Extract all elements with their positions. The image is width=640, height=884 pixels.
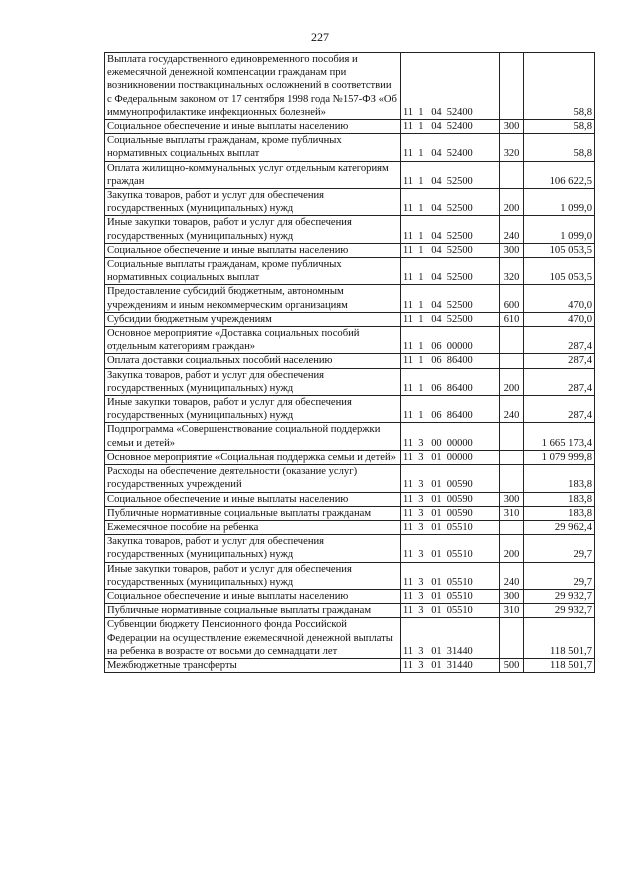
row-expense-type-cell: 300 xyxy=(500,243,524,257)
row-name-cell: Межбюджетные трансферты xyxy=(105,658,401,672)
row-amount-cell: 29 932,7 xyxy=(524,589,595,603)
row-amount-cell: 29,7 xyxy=(524,535,595,562)
row-name-cell: Социальные выплаты гражданам, кроме публичных нормативных социальных выплат xyxy=(105,258,401,285)
row-amount-cell: 105 053,5 xyxy=(524,243,595,257)
row-name-cell: Основное мероприятие «Социальная поддержка семьи и детей» xyxy=(105,450,401,464)
row-amount-cell: 183,8 xyxy=(524,465,595,492)
table-row xyxy=(105,535,595,562)
row-name-cell: Социальное обеспечение и иные выплаты населению xyxy=(105,243,401,257)
row-amount-cell: 470,0 xyxy=(524,285,595,312)
row-code-cell: 11 1 04 52500 xyxy=(401,189,500,216)
table-row xyxy=(105,368,595,395)
table-row xyxy=(105,285,595,312)
row-name-cell: Выплата государственного единовременного пособия и ежемесячной денежной компенсации гражданам при возникновении поствакцинальных осложнений в соответствии с Федеральным законом от 17 сентября 1998 года №157-ФЗ «Об иммунопрофилактике инфекционных болезней» xyxy=(105,53,401,120)
row-name-cell: Социальное обеспечение и иные выплаты населению xyxy=(105,492,401,506)
row-expense-type-cell: 200 xyxy=(500,368,524,395)
row-expense-type-cell xyxy=(500,520,524,534)
table-row xyxy=(105,492,595,506)
row-amount-cell: 1 665 173,4 xyxy=(524,423,595,450)
row-expense-type-cell xyxy=(500,53,524,120)
row-amount-cell: 29 932,7 xyxy=(524,604,595,618)
row-amount-cell: 58,8 xyxy=(524,134,595,161)
table-row xyxy=(105,396,595,423)
row-name-cell: Предоставление субсидий бюджетным, автономным учреждениям и иным некоммерческим организациям xyxy=(105,285,401,312)
row-name-cell: Закупка товаров, работ и услуг для обеспечения государственных (муниципальных) нужд xyxy=(105,535,401,562)
row-name-cell: Социальное обеспечение и иные выплаты населению xyxy=(105,120,401,134)
row-name-cell: Закупка товаров, работ и услуг для обеспечения государственных (муниципальных) нужд xyxy=(105,189,401,216)
row-code-cell: 11 3 01 05510 xyxy=(401,520,500,534)
row-amount-cell: 470,0 xyxy=(524,312,595,326)
table-row xyxy=(105,134,595,161)
table-row xyxy=(105,120,595,134)
row-expense-type-cell: 300 xyxy=(500,589,524,603)
row-expense-type-cell: 300 xyxy=(500,492,524,506)
table-row xyxy=(105,161,595,188)
row-amount-cell: 287,4 xyxy=(524,396,595,423)
table-row xyxy=(105,327,595,354)
row-code-cell: 11 3 01 05510 xyxy=(401,562,500,589)
budget-table-body xyxy=(105,53,595,673)
row-name-cell: Социальное обеспечение и иные выплаты населению xyxy=(105,589,401,603)
row-amount-cell: 29 962,4 xyxy=(524,520,595,534)
row-expense-type-cell: 610 xyxy=(500,312,524,326)
row-name-cell: Иные закупки товаров, работ и услуг для обеспечения государственных (муниципальных) нужд xyxy=(105,562,401,589)
row-expense-type-cell: 240 xyxy=(500,396,524,423)
row-code-cell: 11 1 04 52400 xyxy=(401,53,500,120)
row-expense-type-cell xyxy=(500,618,524,659)
table-row xyxy=(105,258,595,285)
table-row xyxy=(105,589,595,603)
row-amount-cell: 118 501,7 xyxy=(524,658,595,672)
row-amount-cell: 1 099,0 xyxy=(524,216,595,243)
row-expense-type-cell xyxy=(500,450,524,464)
row-amount-cell: 287,4 xyxy=(524,368,595,395)
row-expense-type-cell xyxy=(500,423,524,450)
row-expense-type-cell: 310 xyxy=(500,604,524,618)
row-expense-type-cell xyxy=(500,161,524,188)
row-code-cell: 11 1 06 86400 xyxy=(401,368,500,395)
row-expense-type-cell: 240 xyxy=(500,216,524,243)
table-row xyxy=(105,354,595,368)
row-code-cell: 11 3 01 00000 xyxy=(401,450,500,464)
row-amount-cell: 1 099,0 xyxy=(524,189,595,216)
row-name-cell: Субвенции бюджету Пенсионного фонда Российской Федерации на осуществление ежемесячной денежной выплаты на ребенка в возрасте от восьми до семнадцати лет xyxy=(105,618,401,659)
row-code-cell: 11 3 01 00590 xyxy=(401,506,500,520)
row-amount-cell: 287,4 xyxy=(524,354,595,368)
row-amount-cell: 58,8 xyxy=(524,53,595,120)
row-amount-cell: 183,8 xyxy=(524,492,595,506)
row-expense-type-cell: 240 xyxy=(500,562,524,589)
row-amount-cell: 183,8 xyxy=(524,506,595,520)
row-amount-cell: 29,7 xyxy=(524,562,595,589)
row-code-cell: 11 1 04 52500 xyxy=(401,285,500,312)
row-expense-type-cell xyxy=(500,354,524,368)
table-row xyxy=(105,604,595,618)
row-code-cell: 11 1 04 52400 xyxy=(401,134,500,161)
row-code-cell: 11 1 04 52400 xyxy=(401,120,500,134)
row-code-cell: 11 3 01 00590 xyxy=(401,465,500,492)
table-row xyxy=(105,189,595,216)
row-name-cell: Иные закупки товаров, работ и услуг для обеспечения государственных (муниципальных) нужд xyxy=(105,396,401,423)
row-code-cell: 11 3 01 00590 xyxy=(401,492,500,506)
table-row xyxy=(105,243,595,257)
row-code-cell: 11 1 04 52500 xyxy=(401,258,500,285)
row-name-cell: Публичные нормативные социальные выплаты гражданам xyxy=(105,506,401,520)
row-code-cell: 11 3 01 05510 xyxy=(401,604,500,618)
row-code-cell: 11 3 01 31440 xyxy=(401,658,500,672)
row-expense-type-cell: 320 xyxy=(500,258,524,285)
row-amount-cell: 58,8 xyxy=(524,120,595,134)
row-name-cell: Социальные выплаты гражданам, кроме публичных нормативных социальных выплат xyxy=(105,134,401,161)
row-expense-type-cell xyxy=(500,465,524,492)
row-code-cell: 11 1 04 52500 xyxy=(401,161,500,188)
row-code-cell: 11 3 01 05510 xyxy=(401,589,500,603)
row-expense-type-cell: 310 xyxy=(500,506,524,520)
row-name-cell: Публичные нормативные социальные выплаты гражданам xyxy=(105,604,401,618)
row-expense-type-cell: 500 xyxy=(500,658,524,672)
row-expense-type-cell: 200 xyxy=(500,189,524,216)
row-name-cell: Иные закупки товаров, работ и услуг для обеспечения государственных (муниципальных) нужд xyxy=(105,216,401,243)
row-amount-cell: 118 501,7 xyxy=(524,618,595,659)
row-name-cell: Основное мероприятие «Доставка социальных пособий отдельным категориям граждан» xyxy=(105,327,401,354)
row-amount-cell: 105 053,5 xyxy=(524,258,595,285)
row-code-cell: 11 1 06 86400 xyxy=(401,354,500,368)
row-name-cell: Оплата доставки социальных пособий населению xyxy=(105,354,401,368)
row-code-cell: 11 1 04 52500 xyxy=(401,312,500,326)
table-row xyxy=(105,216,595,243)
row-code-cell: 11 3 01 31440 xyxy=(401,618,500,659)
row-code-cell: 11 1 04 52500 xyxy=(401,243,500,257)
row-code-cell: 11 1 06 00000 xyxy=(401,327,500,354)
row-code-cell: 11 1 04 52500 xyxy=(401,216,500,243)
row-expense-type-cell: 300 xyxy=(500,120,524,134)
row-code-cell: 11 3 00 00000 xyxy=(401,423,500,450)
budget-table xyxy=(104,52,595,673)
row-name-cell: Закупка товаров, работ и услуг для обеспечения государственных (муниципальных) нужд xyxy=(105,368,401,395)
table-row xyxy=(105,618,595,659)
table-row xyxy=(105,562,595,589)
table-row xyxy=(105,423,595,450)
row-expense-type-cell: 320 xyxy=(500,134,524,161)
row-expense-type-cell: 200 xyxy=(500,535,524,562)
table-row xyxy=(105,312,595,326)
table-row xyxy=(105,506,595,520)
row-name-cell: Ежемесячное пособие на ребенка xyxy=(105,520,401,534)
row-code-cell: 11 3 01 05510 xyxy=(401,535,500,562)
row-name-cell: Расходы на обеспечение деятельности (оказание услуг) государственных учреждений xyxy=(105,465,401,492)
row-code-cell: 11 1 06 86400 xyxy=(401,396,500,423)
row-name-cell: Подпрограмма «Совершенствование социальной поддержки семьи и детей» xyxy=(105,423,401,450)
table-row xyxy=(105,53,595,120)
table-row xyxy=(105,658,595,672)
table-row xyxy=(105,465,595,492)
row-amount-cell: 1 079 999,8 xyxy=(524,450,595,464)
row-expense-type-cell: 600 xyxy=(500,285,524,312)
row-expense-type-cell xyxy=(500,327,524,354)
table-row xyxy=(105,520,595,534)
row-name-cell: Субсидии бюджетным учреждениям xyxy=(105,312,401,326)
page-number: 227 xyxy=(311,30,329,44)
table-row xyxy=(105,450,595,464)
row-amount-cell: 106 622,5 xyxy=(524,161,595,188)
row-amount-cell: 287,4 xyxy=(524,327,595,354)
row-name-cell: Оплата жилищно-коммунальных услуг отдельным категориям граждан xyxy=(105,161,401,188)
